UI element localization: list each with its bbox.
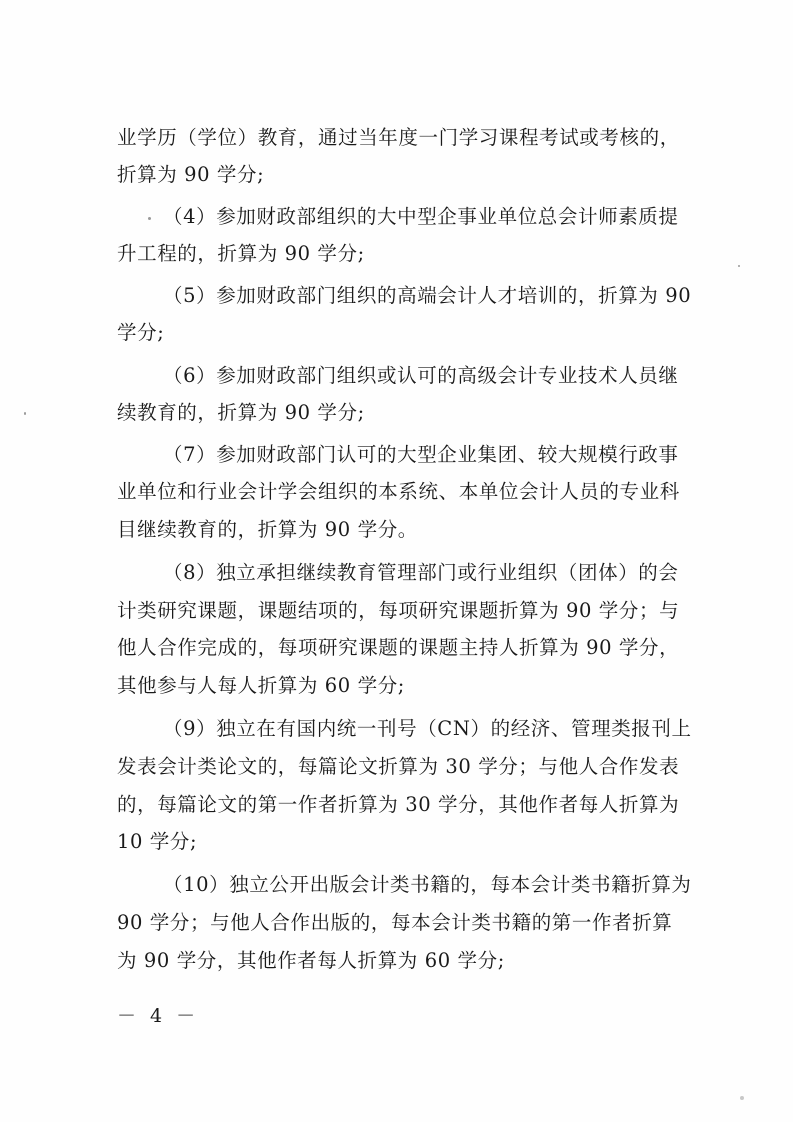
text-line — [0, 903, 793, 943]
text-line — [0, 118, 793, 158]
scan-speck — [24, 412, 26, 415]
text-line — [0, 747, 793, 787]
line-text: 他人合作完成的，每项研究课题的课题主持人折算为 90 学分， — [117, 636, 680, 659]
line-text: （10）独立公开出版会计类书籍的，每本会计类书籍折算为 — [163, 873, 692, 896]
text-line — [0, 356, 793, 396]
line-text: 的，每篇论文的第一作者折算为 30 学分，其他作者每人折算为 — [117, 793, 680, 816]
text-line — [0, 155, 793, 195]
text-line — [0, 393, 793, 433]
text-line — [0, 785, 793, 825]
line-text: （7）参加财政部门认可的大型企业集团、较大规模行政事 — [163, 443, 679, 466]
text-line — [0, 510, 793, 550]
text-line — [0, 628, 793, 668]
line-text: 为 90 学分，其他作者每人折算为 60 学分; — [117, 949, 505, 972]
line-text: 目继续教育的，折算为 90 学分。 — [117, 518, 418, 541]
line-text: 业学历（学位）教育，通过当年度一门学习课程考试或考核的， — [117, 126, 680, 149]
text-line — [0, 472, 793, 512]
text-line — [0, 313, 793, 353]
line-text: 其他参与人每人折算为 60 学分; — [117, 674, 405, 697]
line-text: 升工程的，折算为 90 学分; — [117, 242, 365, 265]
text-line — [0, 276, 793, 316]
line-text: （9）独立在有国内统一刊号（CN）的经济、管理类报刊上 — [163, 717, 692, 740]
text-line — [0, 591, 793, 631]
line-text: 发表会计类论文的，每篇论文折算为 30 学分；与他人合作发表 — [117, 755, 680, 778]
line-text: 计类研究课题，课题结项的，每项研究课题折算为 90 学分；与 — [117, 599, 680, 622]
page-number: － 4 － — [117, 1005, 200, 1027]
scan-speck — [740, 1096, 744, 1100]
text-line — [0, 941, 793, 981]
text-line — [0, 553, 793, 593]
line-text: 学分; — [117, 321, 165, 344]
text-line — [0, 822, 793, 862]
line-text: （5）参加财政部门组织的高端会计人才培训的，折算为 90 — [163, 284, 692, 307]
line-text: 90 学分；与他人合作出版的，每本会计类书籍的第一作者折算 — [117, 911, 673, 934]
text-line — [0, 234, 793, 274]
line-text: （4）参加财政部组织的大中型企事业单位总会计师素质提 — [163, 205, 679, 228]
text-line — [0, 865, 793, 905]
text-line — [0, 435, 793, 475]
text-line — [0, 197, 793, 237]
line-text: 10 学分; — [117, 830, 198, 853]
scan-speck — [738, 265, 740, 267]
line-text: （8）独立承担继续教育管理部门或行业组织（团体）的会 — [163, 561, 679, 584]
text-line — [0, 666, 793, 706]
scan-speck — [148, 217, 151, 220]
line-text: 折算为 90 学分; — [117, 163, 265, 186]
text-line — [0, 709, 793, 749]
line-text: （6）参加财政部门组织或认可的高级会计专业技术人员继 — [163, 364, 679, 387]
line-text: 业单位和行业会计学会组织的本系统、本单位会计人员的专业科 — [117, 480, 680, 503]
line-text: 续教育的，折算为 90 学分; — [117, 401, 365, 424]
